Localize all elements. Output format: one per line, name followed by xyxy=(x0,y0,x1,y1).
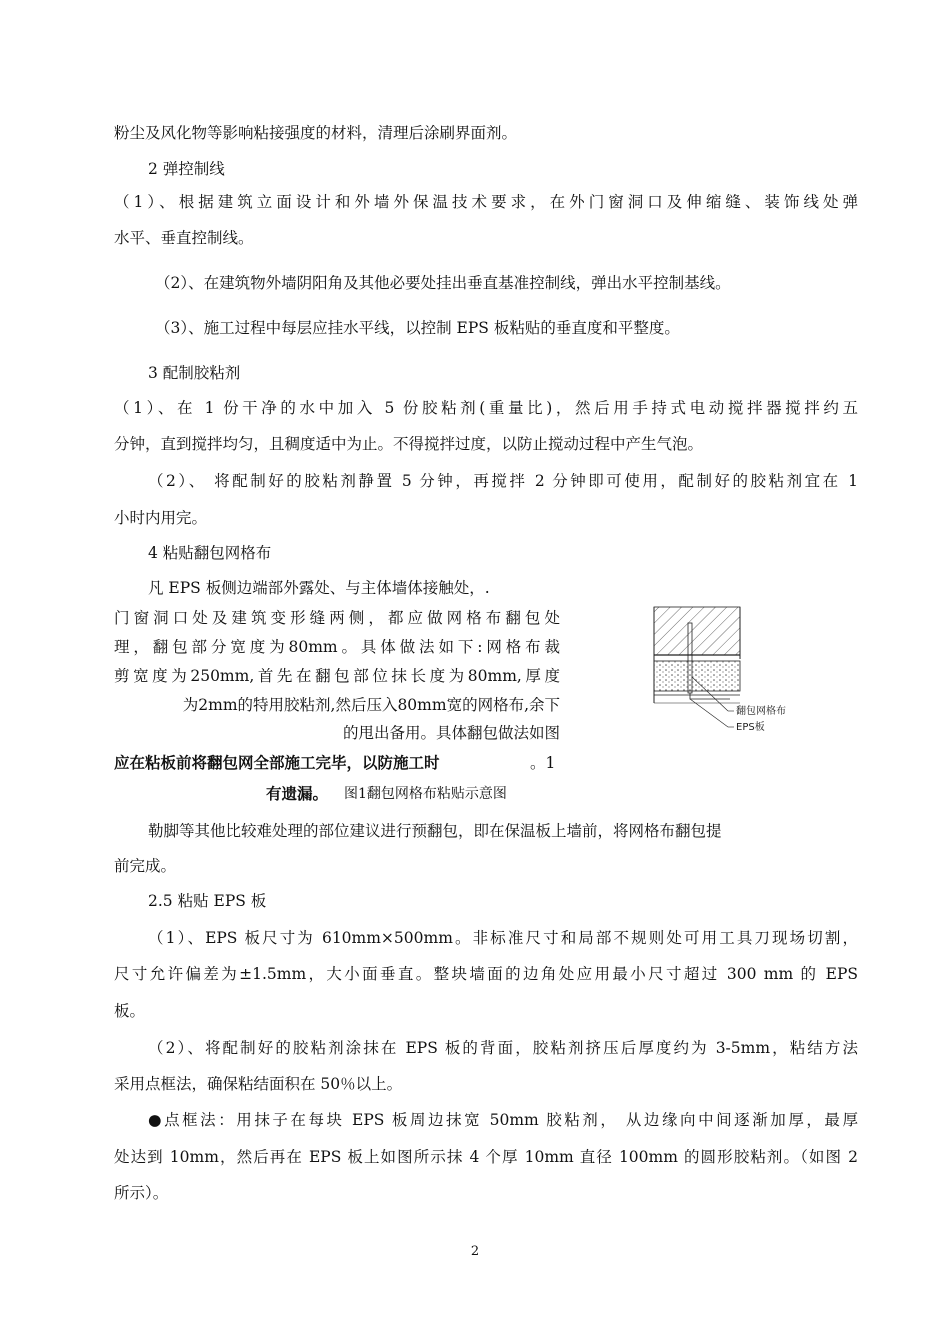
paragraph-line: 凡 EPS 板侧边端部外露处、与主体墙体接触处，. xyxy=(148,579,490,597)
section-heading: 4 粘贴翻包网格布 xyxy=(148,544,272,562)
paragraph-line: 板。 xyxy=(114,1002,146,1020)
paragraph-line: 小时内用完。 xyxy=(114,509,208,527)
paragraph-line: （1）、根据建筑立面设计和外墙外保温技术要求，在外门窗洞口及伸缩缝、装饰线处弹 xyxy=(114,193,858,211)
paragraph-line: 处达到 10mm，然后再在 EPS 板上如图所示抹 4 个厚 10mm 直径 100mm 的圆形胶粘剂。（如图 2 xyxy=(114,1148,858,1166)
mesh-wrap-diagram xyxy=(640,603,820,743)
figure-label-board: EPS板 xyxy=(736,722,765,733)
figure-caption: 图1翻包网格布粘贴示意图 xyxy=(344,786,507,802)
section-heading: 2 弹控制线 xyxy=(148,160,225,178)
paragraph-line: （1）、EPS 板尺寸为 610mm×500mm。非标准尺寸和局部不规则处可用工具刀现场切割， xyxy=(148,929,858,947)
paragraph-line: 分钟，直到搅拌均匀，且稠度适中为止。不得搅拌过度，以防止搅动过程中产生气泡。 xyxy=(114,435,704,453)
paragraph-line: 尺寸允许偏差为±1.5mm，大小面垂直。整块墙面的边角处应用最小尺寸超过 300 mm 的 EPS xyxy=(114,965,858,983)
paragraph-line: （2）、将配制好的胶粘剂涂抹在 EPS 板的背面，胶粘剂挤压后厚度约为 3-5mm，粘结方法 xyxy=(148,1039,858,1057)
paragraph-line: 。1 xyxy=(530,754,556,772)
paragraph-line: 所示）。 xyxy=(114,1184,169,1202)
paragraph-line: 粉尘及风化物等影响粘接强度的材料，清理后涂刷界面剂。 xyxy=(114,124,518,142)
mesh-wrap-diagram-svg xyxy=(640,603,820,743)
section-heading: 2.5 粘贴 EPS 板 xyxy=(148,892,267,910)
paragraph-line: （2）、在建筑物外墙阴阳角及其他必要处挂出垂直基准控制线，弹出水平控制基线。 xyxy=(155,274,731,292)
paragraph-line: 剪宽度为250mm,首先在翻包部位抹长度为80mm,厚度 xyxy=(114,667,560,685)
paragraph-line: 的甩出备用。具体翻包做法如图 xyxy=(342,724,560,742)
page-number: 2 xyxy=(470,1244,480,1259)
paragraph-line: 理，翻包部分宽度为80mm。具体做法如下:网格布裁 xyxy=(114,638,560,656)
paragraph-line: （1）、在 1 份干净的水中加入 5 份胶粘剂(重量比)，然后用手持式电动搅拌器搅拌约五 xyxy=(114,399,858,417)
paragraph-line: 水平、垂直控制线。 xyxy=(114,229,254,247)
paragraph-line: （2）、 将配制好的胶粘剂静置 5 分钟，再搅拌 2 分钟即可使用，配制好的胶粘剂宜在 1 xyxy=(148,472,858,490)
paragraph-line: （3）、施工过程中每层应挂水平线，以控制 EPS 板粘贴的垂直度和平整度。 xyxy=(155,319,680,337)
paragraph-line: 门窗洞口处及建筑变形缝两侧，都应做网格布翻包处 xyxy=(114,609,560,627)
paragraph-line: 前完成。 xyxy=(114,857,177,875)
section-heading: 3 配制胶粘剂 xyxy=(148,364,241,382)
paragraph-line-bold: 应在粘板前将翻包网全部施工完毕，以防施工时 xyxy=(114,753,440,772)
paragraph-line-bold: 有遗漏。 xyxy=(266,784,329,803)
figure-label-mesh: 翻包网格布 xyxy=(736,706,786,717)
paragraph-line: 采用点框法，确保粘结面积在 50％以上。 xyxy=(114,1075,403,1093)
paragraph-line: 为2mm的特用胶粘剂,然后压入80mm宽的网格布,余下 xyxy=(182,696,560,714)
paragraph-line: 勒脚等其他比较难处理的部位建议进行预翻包，即在保温板上墙前，将网格布翻包提 xyxy=(148,822,722,840)
paragraph-line: ●点框法：用抹子在每块 EPS 板周边抹宽 50mm 胶粘剂， 从边缘向中间逐渐加厚，最厚 xyxy=(148,1111,858,1129)
